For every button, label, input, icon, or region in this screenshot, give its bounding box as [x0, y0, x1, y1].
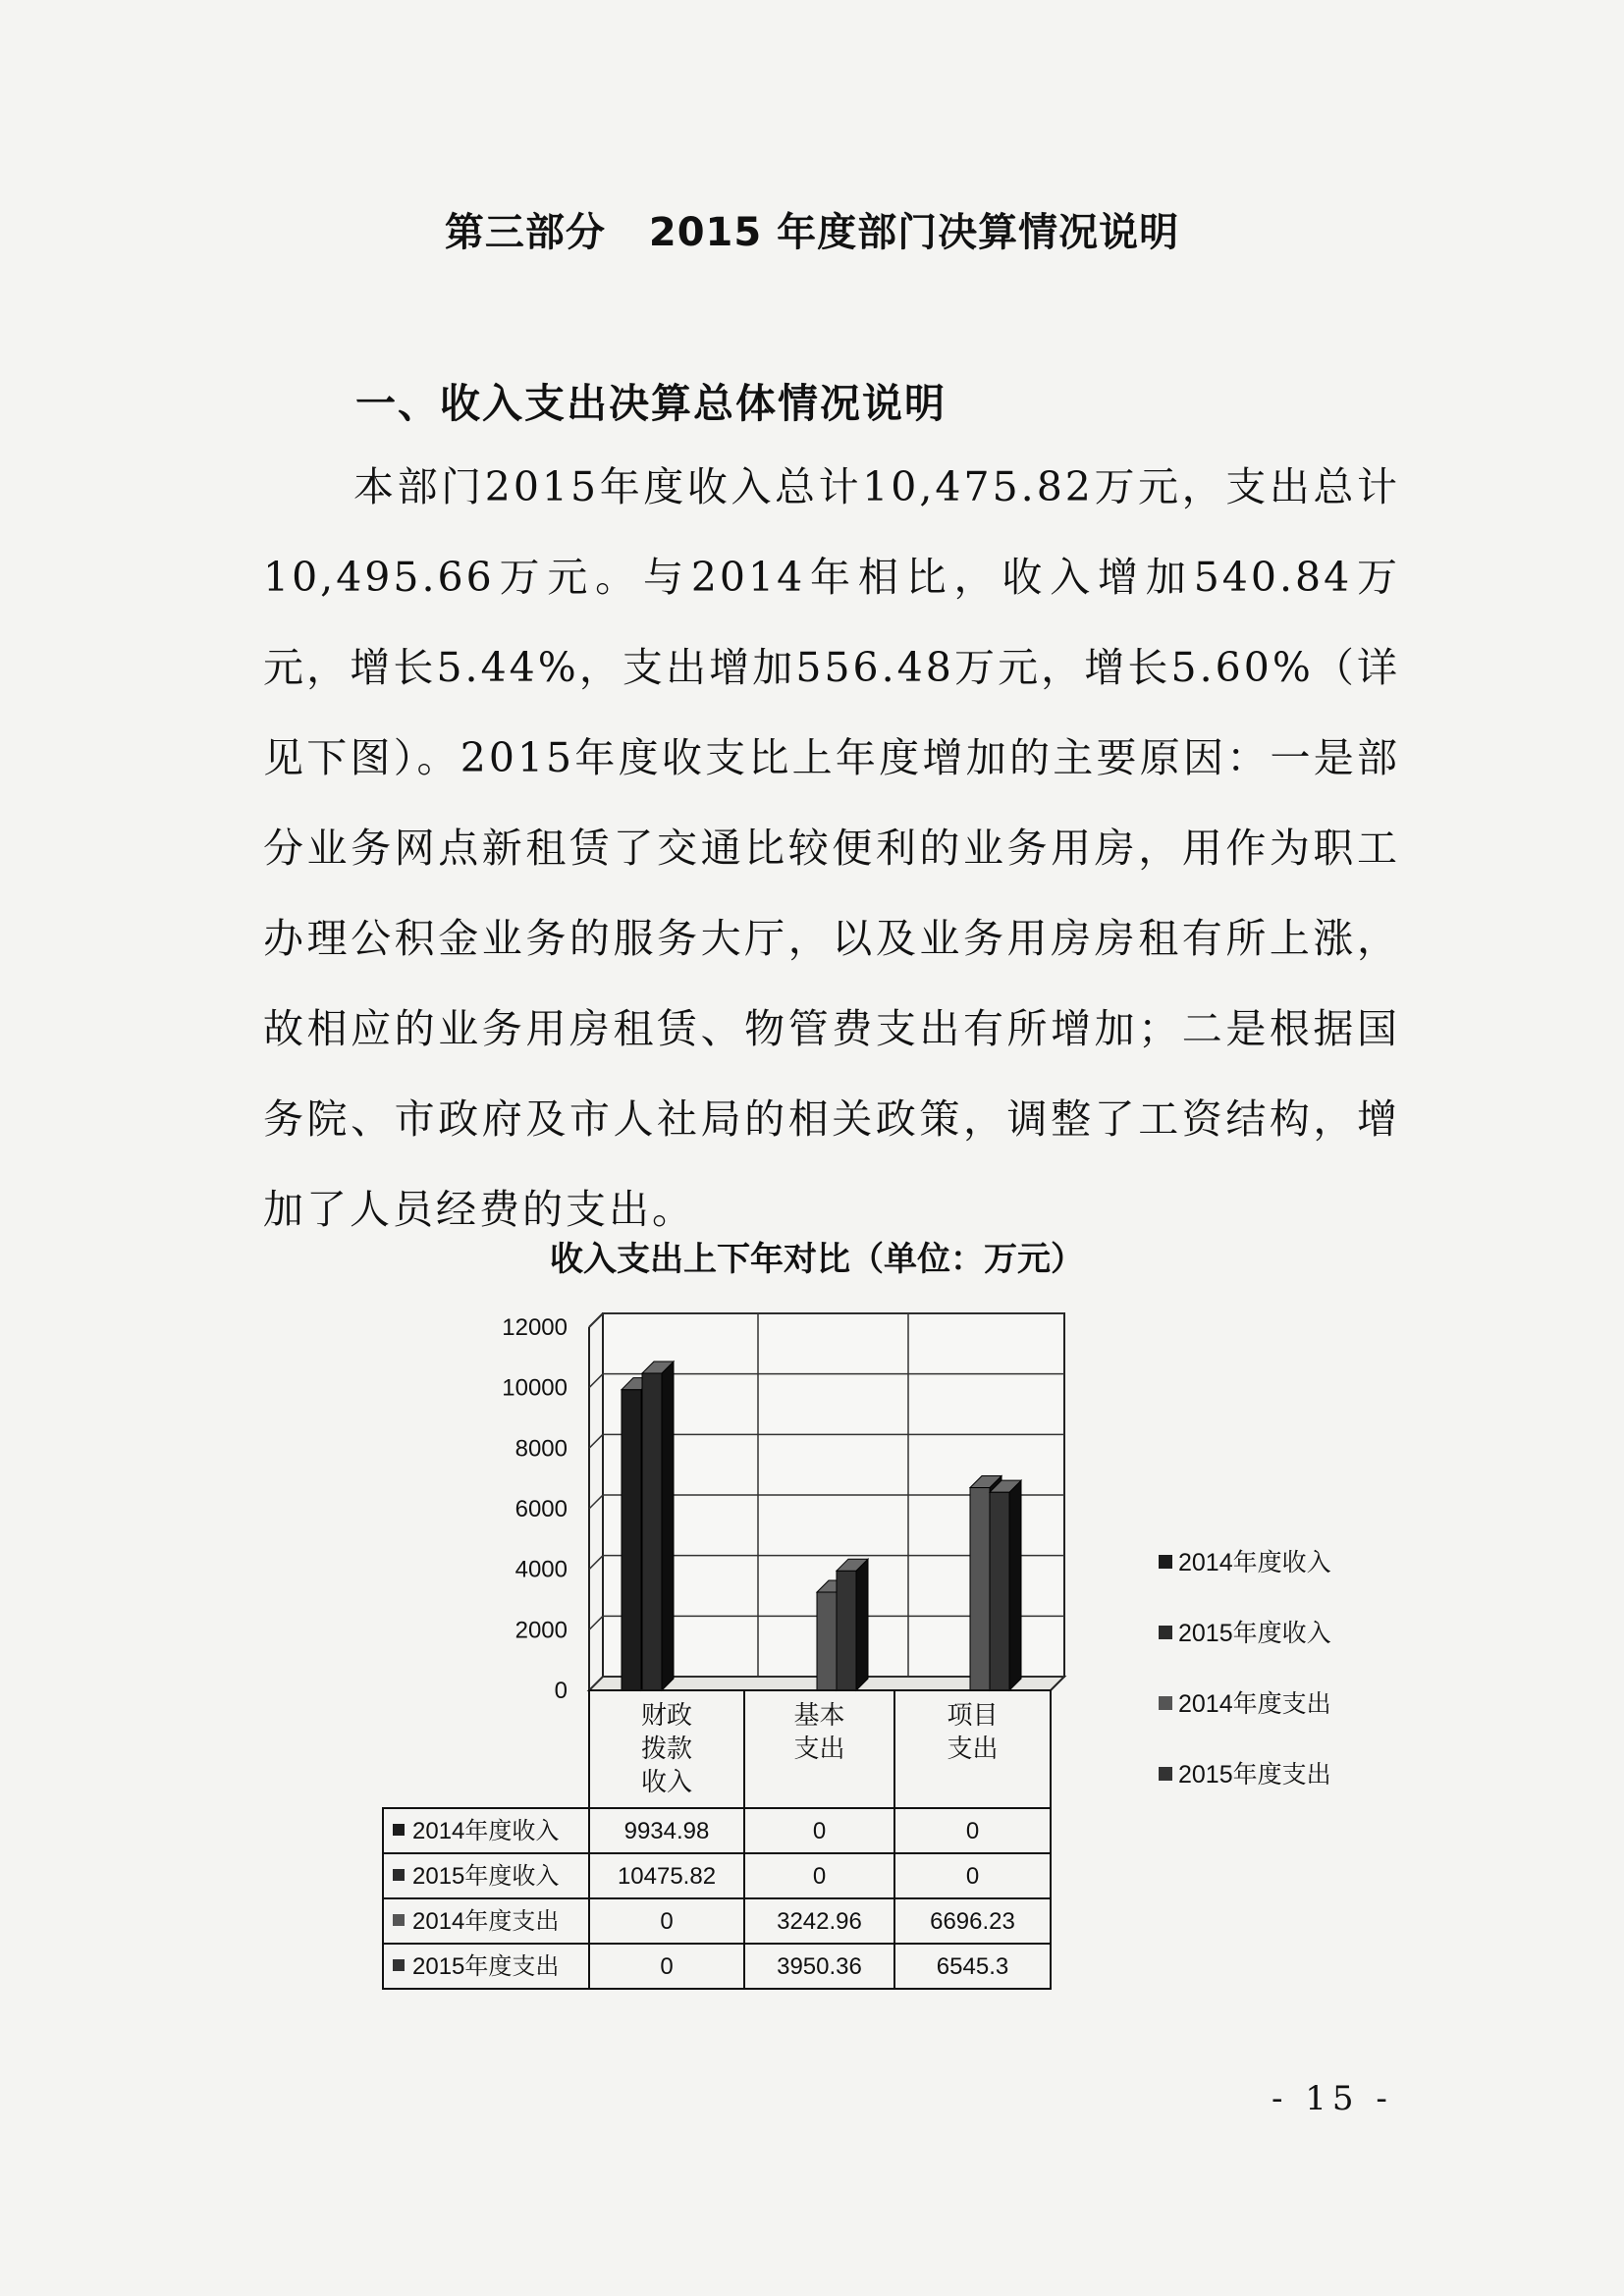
legend-swatch: [1159, 1555, 1172, 1569]
legend-swatch: [1159, 1696, 1172, 1710]
y-tick-label: 2000: [514, 1617, 568, 1644]
table-row-label: 2014年度收入: [412, 1818, 560, 1844]
y-tick-label: 12000: [502, 1314, 568, 1341]
table-cell-value: 10475.82: [617, 1863, 717, 1890]
table-cell-value: 0: [660, 1953, 674, 1980]
section-heading: 一、收入支出决算总体情况说明: [355, 380, 947, 427]
bar-side: [856, 1559, 868, 1690]
x-category-label: 拨款: [640, 1734, 693, 1763]
bar: [837, 1571, 856, 1690]
table-legend-key: [393, 1869, 405, 1881]
gridline-side: [589, 1495, 603, 1509]
table-legend-key: [393, 1824, 405, 1836]
y-tick-label: 4000: [514, 1556, 568, 1583]
table-cell-value: 0: [965, 1863, 980, 1890]
legend-label: 2014年度支出: [1178, 1690, 1331, 1718]
legend-swatch: [1159, 1626, 1172, 1639]
x-category-label: 财政: [640, 1700, 693, 1730]
chart-title: 收入支出上下年对比（单位：万元）: [550, 1240, 1084, 1279]
x-category-label: 项目: [947, 1700, 999, 1730]
y-tick-label: 10000: [502, 1374, 568, 1402]
table-cell-value: 9934.98: [623, 1818, 710, 1844]
legend-label: 2015年度支出: [1178, 1761, 1331, 1789]
bar: [990, 1492, 1009, 1690]
y-tick-label: 6000: [514, 1496, 568, 1522]
table-cell-value: 0: [965, 1818, 980, 1844]
gridline-side: [589, 1374, 603, 1388]
table-legend-key: [393, 1914, 405, 1926]
table-row-label: 2015年度支出: [412, 1953, 560, 1980]
x-category-label: 支出: [947, 1734, 999, 1763]
table-cell-value: 6545.3: [936, 1953, 1009, 1980]
y-tick-label: 8000: [514, 1435, 568, 1463]
table-cell-value: 0: [812, 1818, 827, 1844]
table-cell-value: 6696.23: [930, 1908, 1015, 1935]
bar: [642, 1373, 662, 1690]
page-number: - 15 -: [1272, 2079, 1393, 2118]
legend-label: 2014年度收入: [1178, 1549, 1331, 1576]
gridline-side: [589, 1556, 603, 1570]
x-category-label: 收入: [640, 1767, 693, 1796]
legend-label: 2015年度收入: [1178, 1620, 1331, 1647]
body-paragraph: 本部门2015年度收入总计10,475.82万元，支出总计10,495.66万元。与2014年相比，收入增加540.84万元，增长5.44%，支出增加556.48万元，增长5.60%（详见下图）。2015年度收支比上年度增加的主要原因：一是部分业务网点新租赁了交通比较便利的业务用房，用作为职工办理公积金业务的服务大厅，以及业务用房房租有所上涨，故相应的业务用房租赁、物管费支出有所增加；二是根据国务院、市政府及市人社局的相关政策，调整了工资结构，增加了人员经费的支出。: [263, 463, 1400, 1233]
table-cell-value: 0: [660, 1908, 674, 1935]
table-cell-value: 3950.36: [777, 1953, 862, 1980]
title-main: 2015 年度部门决算情况说明: [648, 210, 1180, 255]
gridline-side: [589, 1616, 603, 1629]
x-category-label: 基本: [793, 1700, 845, 1730]
title-part: 第三部分: [444, 210, 606, 255]
table-cell-value: 3242.96: [777, 1908, 862, 1935]
table-row-label: 2014年度支出: [412, 1908, 560, 1935]
legend-swatch: [1159, 1767, 1172, 1781]
y-tick-label: 0: [554, 1678, 568, 1704]
table-legend-key: [393, 1959, 405, 1971]
table-cell-value: 0: [812, 1863, 827, 1890]
bar-side: [662, 1362, 674, 1690]
bar: [622, 1390, 641, 1690]
bar: [970, 1488, 990, 1690]
x-category-label: 支出: [793, 1734, 845, 1763]
bar-side: [1009, 1480, 1021, 1690]
bar: [817, 1592, 837, 1690]
table-row-label: 2015年度收入: [412, 1863, 560, 1890]
gridline-side: [589, 1434, 603, 1448]
gridline-side: [589, 1313, 603, 1327]
